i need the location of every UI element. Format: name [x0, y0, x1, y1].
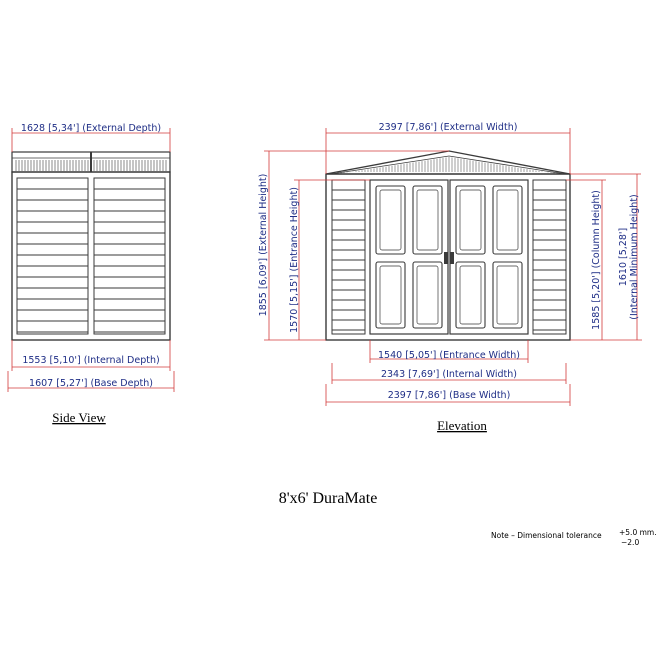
label-internal-depth: 1553 [5,10'] (Internal Depth) [22, 355, 160, 366]
door-panel-inset [380, 266, 401, 324]
door-panel-inset [417, 266, 438, 324]
label-entrance-width: 1540 [5,05'] (Entrance Width) [378, 350, 520, 361]
door-handle-right [450, 252, 454, 264]
door-panel-inset [380, 190, 401, 250]
door-panel-inset [497, 266, 518, 324]
side-panel-slats [17, 189, 165, 332]
label-entrance-height: 1570 [5,15'] (Entrance Height) [289, 187, 300, 333]
side-body [12, 172, 170, 340]
label-base-depth: 1607 [5,27'] (Base Depth) [29, 378, 153, 389]
right-door [450, 180, 528, 334]
label-base-width: 2397 [7,86'] (Base Width) [387, 390, 511, 401]
tolerance-plus: +5.0 mm. [619, 528, 657, 537]
tolerance-note: Note – Dimensional tolerance [491, 531, 602, 540]
label-external-width: 2397 [7,86'] (External Width) [378, 122, 518, 133]
elevation-roof [326, 151, 570, 174]
side-panel-left [17, 178, 88, 334]
left-door [370, 180, 448, 334]
drawing-title: 8'x6' DuraMate [278, 490, 378, 507]
column-slats [332, 190, 566, 330]
door-panel-inset [497, 190, 518, 250]
side-panel-right [94, 178, 165, 334]
label-external-height: 1855 [6,09'] (External Height) [258, 173, 269, 317]
door-panel-inset [417, 190, 438, 250]
left-column [332, 180, 365, 334]
side-roof-vents [16, 152, 166, 172]
label-internal-width: 2343 [7,69'] (Internal Width) [380, 369, 518, 380]
side-view [8, 123, 174, 425]
caption-side-view: Side View [52, 410, 106, 425]
door-panel-inset [460, 266, 481, 324]
elevation-view [258, 122, 642, 433]
right-column [533, 180, 566, 334]
caption-elevation: Elevation [437, 418, 487, 433]
label-internal-min-height-value: 1610 [5,28'] [618, 227, 629, 287]
label-column-height: 1585 [5,20'] (Column Height) [591, 190, 602, 330]
door-handle-left [444, 252, 448, 264]
door-panels [376, 186, 522, 328]
label-internal-min-height: (Internal Minimum Height) [629, 194, 640, 320]
tolerance-minus: −2.0 [621, 538, 640, 547]
door-panel-inset [460, 190, 481, 250]
label-external-depth: 1628 [5,34'] (External Depth) [20, 123, 162, 134]
